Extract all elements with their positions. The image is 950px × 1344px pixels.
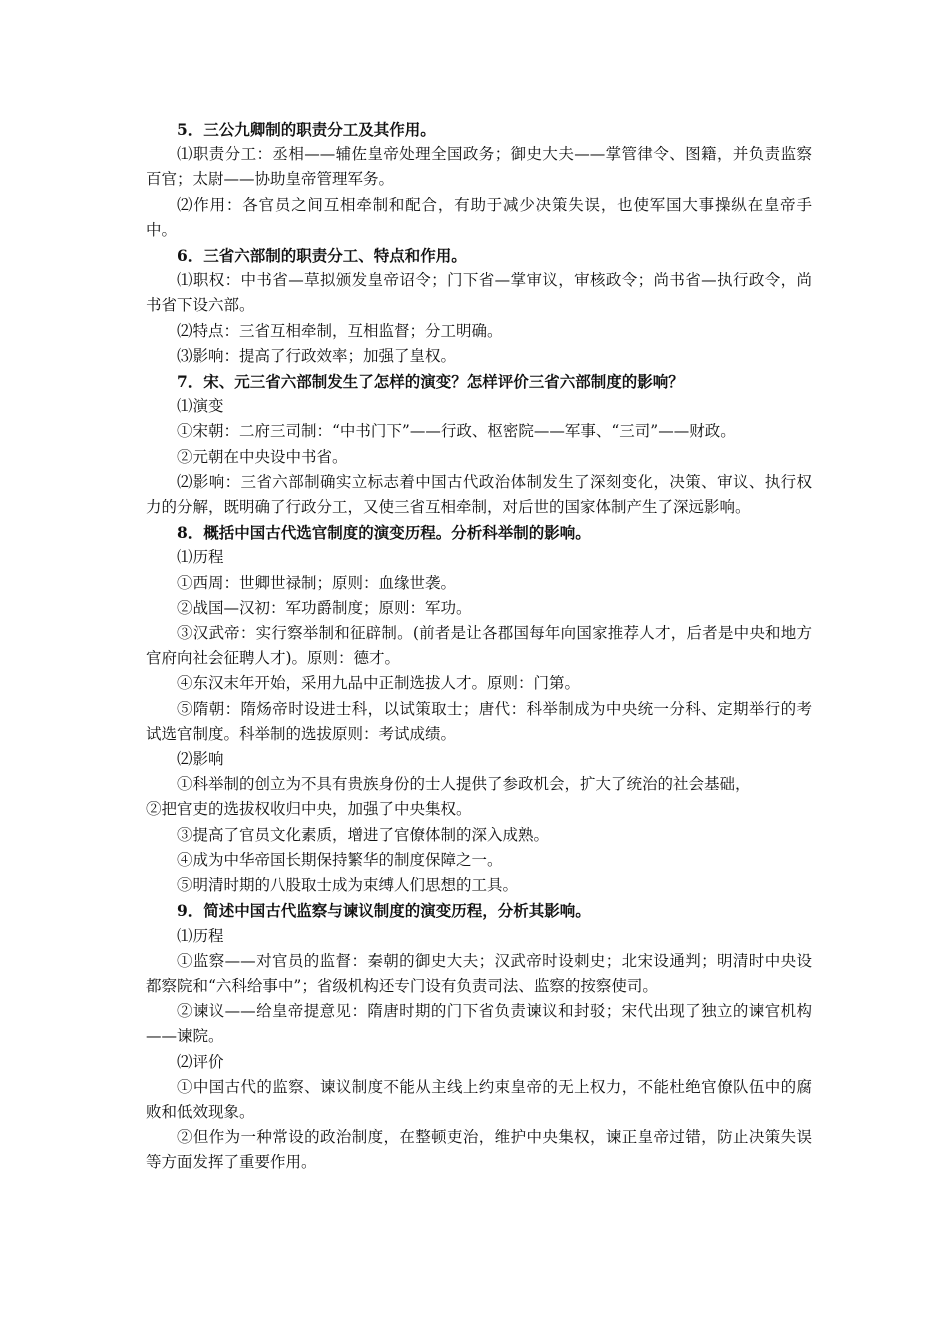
section-8-para-1: ⑴历程 xyxy=(177,548,224,567)
section-8-para-6: ⑤隋朝：隋炀帝时设进士科，以试策取士；唐代：科举制成为中央统一分科、定期举行的考试选官制度。科举制的选拔原则：考试成绩。 xyxy=(146,699,812,743)
section-9-para-4: ⑵评价 xyxy=(177,1052,224,1071)
section-9-para-6: ②但作为一种常设的政治制度，在整顿吏治，维护中央集权，谏正皇帝过错，防止决策失误等方面发挥了重要作用。 xyxy=(146,1128,812,1172)
section-8-para-4: ③汉武帝：实行察举制和征辟制。(前者是让各郡国每年向国家推荐人才，后者是中央和地方官府向社会征聘人才)。原则：德才。 xyxy=(146,624,812,668)
section-7-title: 7．宋、元三省六部制发生了怎样的演变？怎样评价三省六部制度的影响？ xyxy=(177,372,684,392)
section-8-para-2: ①西周：世卿世禄制；原则：血缘世袭。 xyxy=(177,573,457,592)
section-7-para-3: ②元朝在中央设中书省。 xyxy=(177,447,348,466)
section-9-para-3: ②谏议——给皇帝提意见：隋唐时期的门下省负责谏议和封驳；宋代出现了独立的谏官机构——谏院。 xyxy=(146,1002,812,1046)
section-7-para-1: ⑴演变 xyxy=(177,397,224,416)
section-7-para-2: ①宋朝：二府三司制：“中书门下”——行政、枢密院——军事、“三司”——财政。 xyxy=(177,422,736,441)
section-8-para-3: ②战国—汉初：军功爵制度；原则：军功。 xyxy=(177,598,472,617)
section-8-para-10: ③提高了官员文化素质，增进了官僚体制的深入成熟。 xyxy=(177,825,550,844)
section-8-para-9: ②把官吏的选拔权收归中央，加强了中央集权。 xyxy=(146,800,472,819)
section-9-title: 9．简述中国古代监察与谏议制度的演变历程，分析其影响。 xyxy=(177,901,591,921)
section-6-para-3: ⑶影响：提高了行政效率；加强了皇权。 xyxy=(177,346,457,365)
section-6-para-2: ⑵特点：三省互相牵制，互相监督；分工明确。 xyxy=(177,321,503,340)
section-9-para-5: ①中国古代的监察、谏议制度不能从主线上约束皇帝的无上权力，不能杜绝官僚队伍中的腐败和低效现象。 xyxy=(146,1077,812,1121)
section-5-para-2: ⑵作用：各官员之间互相牵制和配合，有助于减少决策失误，也使军国大事操纵在皇帝手中。 xyxy=(146,195,812,239)
section-8-para-11: ④成为中华帝国长期保持繁华的制度保障之一。 xyxy=(177,850,503,869)
section-9-para-1: ⑴历程 xyxy=(177,926,224,945)
section-9-para-2: ①监察——对官员的监督：秦朝的御史大夫；汉武帝时设刺史；北宋设通判；明清时中央设都察院和“六科给事中”；省级机构还专门设有负责司法、监察的按察使司。 xyxy=(146,951,812,995)
section-8-para-7: ⑵影响 xyxy=(177,750,224,769)
section-5-title: 5．三公九卿制的职责分工及其作用。 xyxy=(177,120,436,139)
section-8-title: 8．概括中国古代选官制度的演变历程。分析科举制的影响。 xyxy=(177,523,591,543)
section-8-para-12: ⑤明清时期的八股取士成为束缚人们思想的工具。 xyxy=(177,876,519,895)
section-6-para-1: ⑴职权：中书省—草拟颁发皇帝诏令；门下省—掌审议，审核政令；尚书省—执行政令，尚书省下设六部。 xyxy=(146,271,812,315)
section-5-para-1: ⑴职责分工：丞相——辅佐皇帝处理全国政务；御史大夫——掌管律令、图籍，并负责监察百官；太尉——协助皇帝管理军务。 xyxy=(146,145,812,189)
section-6-title: 6．三省六部制的职责分工、特点和作用。 xyxy=(177,246,467,266)
section-8-para-5: ④东汉末年开始，采用九品中正制选拔人才。原则：门第。 xyxy=(177,674,581,693)
document-page xyxy=(146,117,812,1176)
section-8-para-8: ①科举制的创立为不具有贵族身份的士人提供了参政机会，扩大了统治的社会基础， xyxy=(177,775,751,794)
section-7-para-4: ⑵影响：三省六部制确实立标志着中国古代政治体制发生了深刻变化，决策、审议、执行权力的分解，既明确了行政分工，又使三省互相牵制，对后世的国家体制产生了深远影响。 xyxy=(146,472,812,517)
